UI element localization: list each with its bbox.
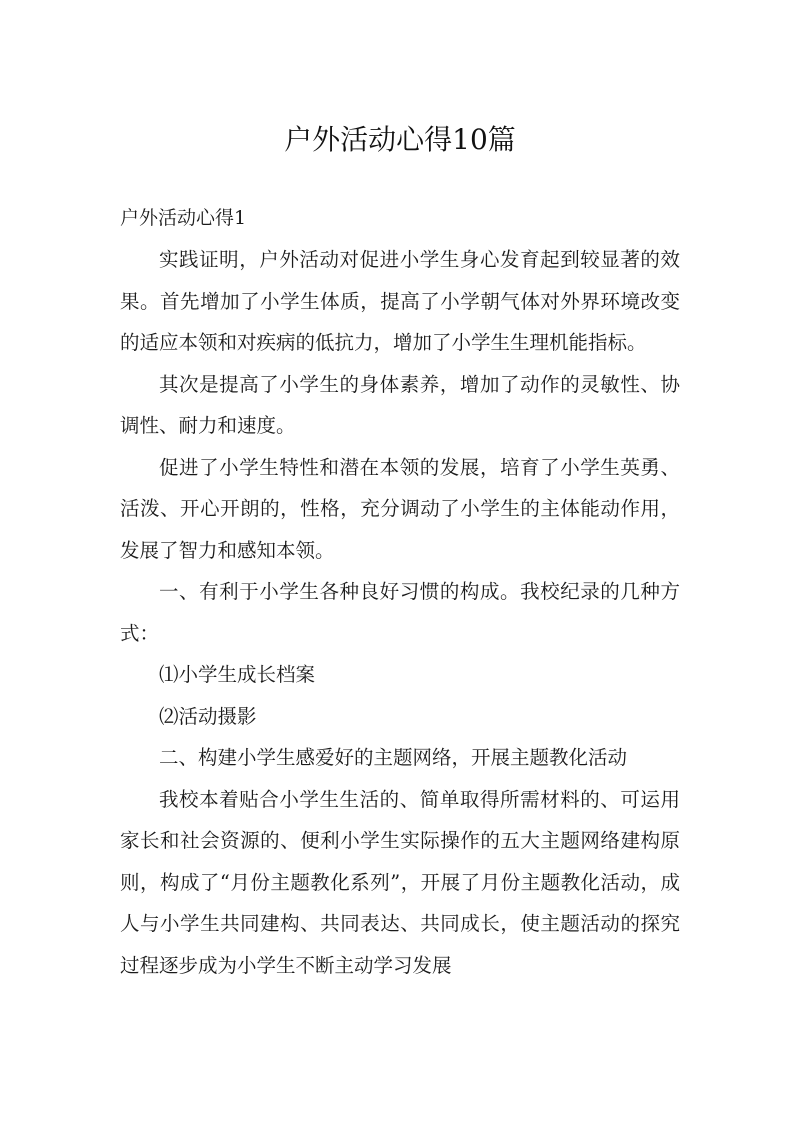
paragraph-physical-quality: 其次是提高了小学生的身体素养，增加了动作的灵敏性、协调性、耐力和速度。 (120, 372, 680, 437)
document-title: 户外活动心得10篇 (284, 123, 516, 156)
section-heading: 户外活动心得1 (120, 207, 247, 229)
list-item-growth-archive: ⑴小学生成长档案 (159, 663, 316, 686)
list-item-activity-photography: ⑵活动摄影 (159, 704, 257, 728)
paragraph-theme-network-heading: 二、构建小学生感爱好的主题网络，开展主题教化活动 (159, 746, 628, 769)
paragraph-personality-development: 促进了小学生特性和潜在本领的发展，培育了小学生英勇、活泼、开心开朗的，性格，充分调动了小学生的主体能动作用，发展了智力和感知本领。 (120, 455, 680, 562)
document-body (120, 198, 680, 986)
paragraph-practice-proves: 实践证明，户外活动对促进小学生身心发育起到较显著的效果。首先增加了小学生体质，提高了小学朝气体对外界环境改变的适应本领和对疾病的低抗力，增加了小学生生理机能指标。 (120, 248, 680, 354)
paragraph-theme-education: 我校本着贴合小学生生活的、简单取得所需材料的、可运用家长和社会资源的、便利小学生实际操作的五大主题网络建构原则，构成了“月份主题教化系列”，开展了月份主题教化活动，成人与小学生共同建构、共同表达、共同成长，使主题活动的探究过程逐步成为小学生不断主动学习发展 (120, 787, 680, 977)
paragraph-good-habits: 一、有利于小学生各种良好习惯的构成。我校纪录的几种方式： (120, 580, 680, 645)
